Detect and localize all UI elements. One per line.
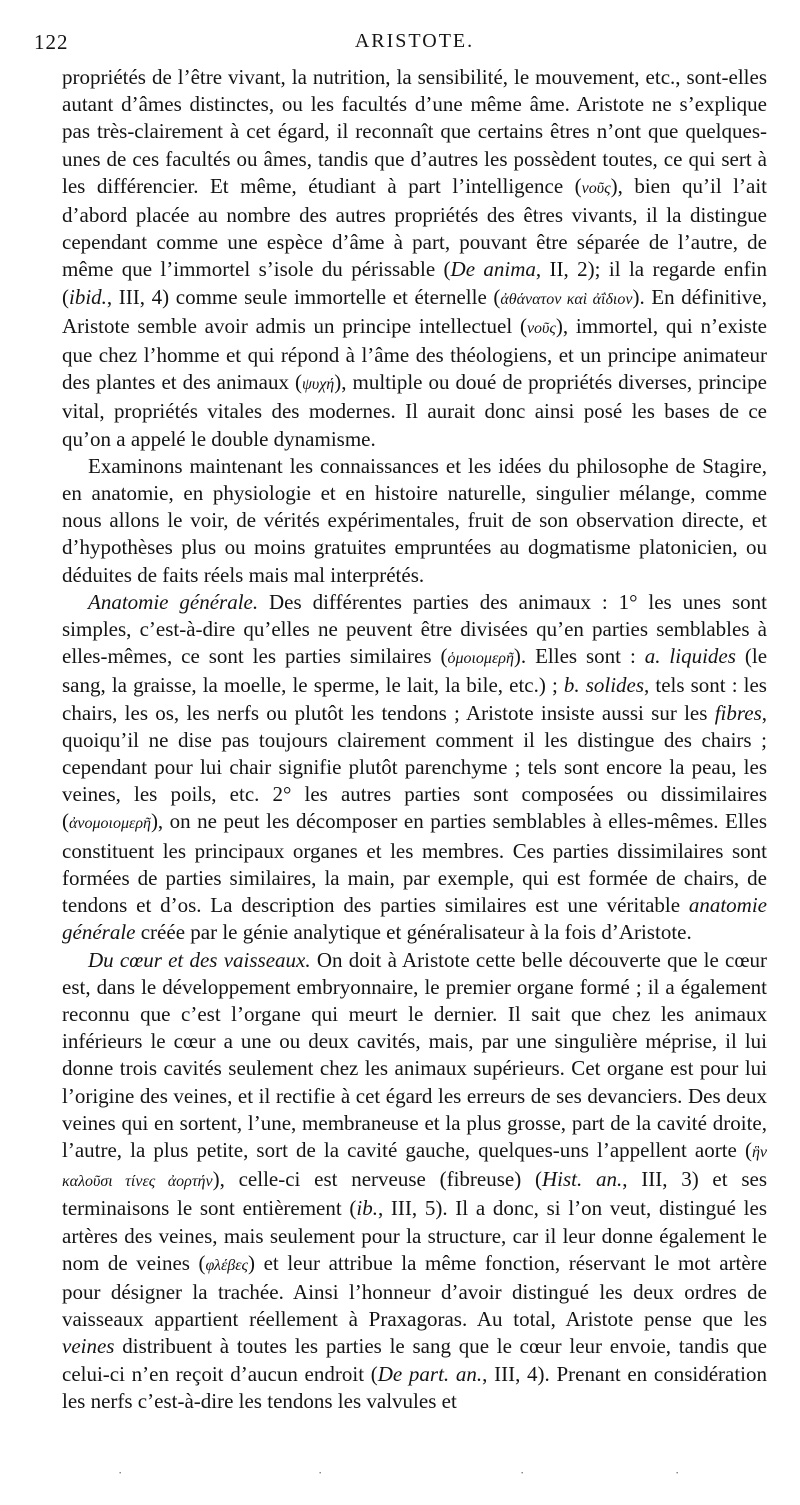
paragraph xyxy=(62,947,767,1415)
text-run: , III, 4). Prenant en considération les nerfs c’est-à-dire les tendons les valvules et xyxy=(62,1361,768,1413)
text-run: ), bien qu’il l’ait d’abord placée au nombre des autres propriétés des êtres vivants, il la distingue cependant comme une espèce d’âme à part, pouvant être séparée de l’autre, de même que l’immortel s’isole du périssable ( xyxy=(62,173,767,282)
paragraph xyxy=(62,453,767,589)
text-run: , II, 2); il la regarde enfin ( xyxy=(62,257,767,309)
text-run: ), immortel, qui n’existe que chez l’homme et qui répond à l’âme des théologiens, et un principe animateur des plantes et des animaux ( xyxy=(62,313,767,395)
text-run: Des différentes parties des animaux : 1° les unes sont simples, c’est-à-dire qu’elles ne peuvent être divisées qu’en parties semblables à elles-mêmes, ce sont les parties similaires ( xyxy=(62,589,768,669)
text-run: ), celle-ci est nerveuse (fibreuse) ( xyxy=(212,1167,542,1192)
text-run: ), on ne peut les décomposer en parties semblables à elles-mêmes. Elles constituent les principaux organes et les membres. Ces parties dissimilaires sont formées de parties similaires, la main, par exemple, qui est formée de chairs, de tendons et d’os. La description des parties similaires est une véritable xyxy=(62,809,767,918)
italic-text: Anatomie générale. xyxy=(88,589,259,614)
text-run: , tels sont : les chairs, les os, les nerfs ou plutôt les tendons ; Aristote insiste aussi sur les xyxy=(62,673,767,725)
italic-text: b. solides xyxy=(563,673,645,698)
greek-text: ἀνομοιομερῆ xyxy=(69,815,151,833)
page-footer-specks xyxy=(0,1465,800,1480)
text-run: ) et leur attribue la même fonction, réservant le mot artère pour désigner la trachée. Ainsi l’honneur d’avoir distingué les deux ordres de vaisseaux appartient réellement à Praxagoras. Au total, Aristote pense que les xyxy=(62,1250,768,1332)
greek-text: ὁμοιομερῆ xyxy=(447,650,514,668)
book-page xyxy=(34,28,768,1415)
text-run: distribuent à toutes les parties le sang que le cœur leur envoie, tandis que celui-ci n’en reçoit d’aucun endroit ( xyxy=(62,1334,767,1386)
italic-text: De anima xyxy=(450,257,536,282)
text-run: Examinons maintenant les connaissances et les idées du philosophe de Stagire, en anatomie, en physiologie et en histoire naturelle, singulier mélange, comme nous allons le voir, de vérités expérimentales, fruit de son observation directe, et d’hypothèses plus ou moins gratuites empruntées au dogmatisme platonicien, ou déduites de faits réels mais mal interprétés. xyxy=(62,453,767,587)
speck: · xyxy=(118,1465,123,1480)
greek-text: νοῦς xyxy=(526,319,556,337)
page-number: 122 xyxy=(34,30,69,54)
page-header xyxy=(34,28,767,64)
paragraph xyxy=(62,64,767,453)
text-run: ). Elles sont : xyxy=(513,644,645,669)
italic-text: ibid. xyxy=(69,284,107,309)
greek-text: ἀθάνατον καὶ ἀΐδιον xyxy=(500,290,633,308)
italic-text: anatomie générale xyxy=(62,893,767,945)
italic-text: fibres xyxy=(714,700,762,725)
body-text xyxy=(62,64,767,1415)
text-run: , III, 4) comme seule immortelle et éternelle ( xyxy=(106,284,501,309)
italic-text: Du cœur et des vaisseaux. xyxy=(88,947,311,972)
text-run: , III, 5). Il a donc, si l’on veut, distingué les artères des veines, mais seulement pour la structure, car il leur donne également le nom de veines ( xyxy=(62,1196,767,1275)
text-run: créée par le génie analytique et généralisateur à la fois d’Aristote. xyxy=(135,920,692,945)
text-run: ), multiple ou doué de propriétés diverses, principe vital, propriétés vitales des modernes. Il aurait donc ainsi posé les bases de ce qu’on a appelé le double dynamisme. xyxy=(62,370,767,451)
italic-text: De part. an. xyxy=(377,1361,483,1386)
italic-text: veines xyxy=(62,1334,115,1359)
italic-text: a. liquides xyxy=(644,644,736,669)
speck: · xyxy=(520,1465,525,1480)
text-run: ). En définitive, Aristote semble avoir admis un principe intellectuel ( xyxy=(62,284,767,338)
greek-text: νοῦς xyxy=(581,179,611,197)
paragraph xyxy=(62,589,767,947)
running-title: ARISTOTE. xyxy=(354,30,475,52)
text-run: , III, 3) et ses terminaisons le sont entièrement ( xyxy=(62,1167,768,1221)
text-run: , quoiqu’il ne dise pas toujours clairement comment il les distingue des chairs ; cependant pour lui chair signifie plutôt parenchyme ; tels sont encore la peau, les veines, les poils, etc. 2° les autres parties sont composées ou dissimilaires ( xyxy=(62,700,767,834)
text-run: (le sang, la graisse, la moelle, le sperme, le lait, la bile, etc.) ; xyxy=(62,644,768,698)
greek-text: φλέβες xyxy=(205,1256,249,1274)
text-run: On doit à Aristote cette belle découverte que le cœur est, dans le développement embryonnaire, le premier organe formé ; il a également reconnu que c’est l’organe qui meurt le dernier. Il sait que chez les animaux inférieurs le cœur a une ou deux cavités, mais, par une singulière méprise, il lui donne trois cavités seulement chez les animaux supérieurs. Cet organe est pour lui l’origine des veines, et il rectifie à cet égard les erreurs de ses devanciers. Des deux veines qui en sortent, l’une, membraneuse et la plus grosse, part de la cavité droite, l’autre, la plus petite, sort de la cavité gauche, quelques-uns l’appellent aorte ( xyxy=(62,947,767,1162)
italic-text: ib. xyxy=(356,1196,378,1221)
text-run: propriétés de l’être vivant, la nutrition, la sensibilité, le mouvement, etc., sont-elles autant d’âmes distinctes, ou les facultés d’une même âme. Aristote ne s’explique pas très-clairement à cet égard, il reconnaît que certains êtres n’ont que quelques-unes de ces facultés ou âmes, tandis que d’autres les possèdent toutes, ce qui sert à les différencier. Et même, étudiant à part l’intelligence ( xyxy=(62,65,767,198)
greek-text: ἣν καλοῦσι τίνες ἀορτήν xyxy=(62,1143,767,1191)
greek-text: ψυχή xyxy=(301,376,335,394)
speck: · xyxy=(318,1465,323,1480)
italic-text: Hist. an. xyxy=(541,1167,623,1192)
speck: · xyxy=(675,1465,680,1480)
